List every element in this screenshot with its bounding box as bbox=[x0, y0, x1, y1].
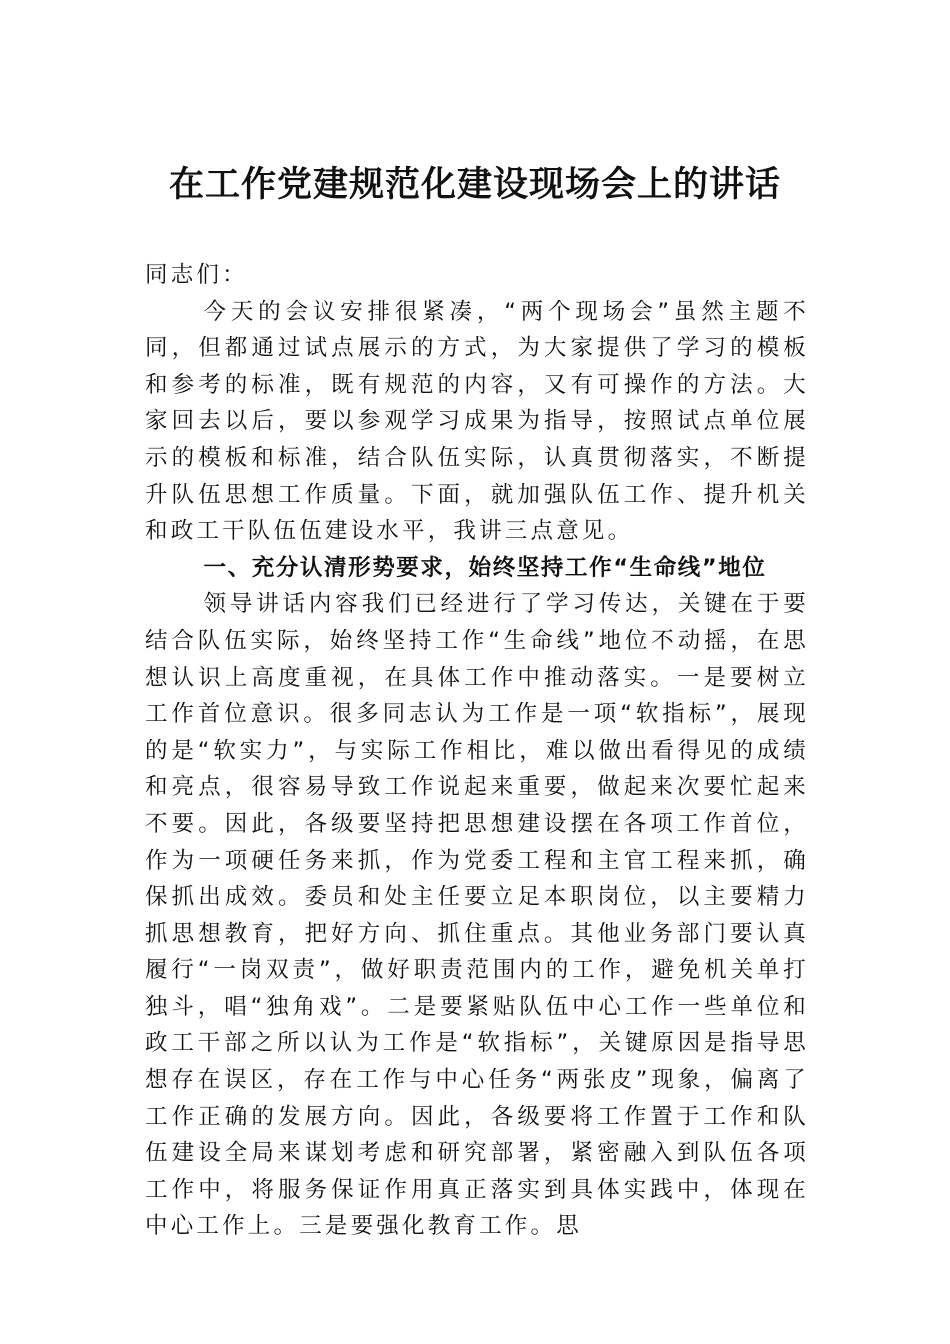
section-paragraph: 领导讲话内容我们已经进行了学习传达，关键在于要结合队伍实际，始终坚持工作“生命线”地位不动摇，在思想认识上高度重视，在具体工作中推动落实。一是要树立工作首位意识。很多同志认为工作是一项“软指标”，展现的是“软实力”，与实际工作相比，难以做出看得见的成绩和亮点，很容易导致工作说起来重要，做起来次要忙起来不要。因此，各级要坚持把思想建设摆在各项工作首位，作为一项硬任务来抓，作为党委工程和主官工程来抓，确保抓出成效。委员和处主任要立足本职岗位，以主要精力抓思想教育，把好方向、抓住重点。其他业务部门要认真履行“一岗双责”，做好职责范围内的工作，避免机关单打独斗，唱“独角戏”。二是要紧贴队伍中心工作一些单位和政工干部之所以认为工作是“软指标”，关键原因是指导思想存在误区，存在工作与中心任务“两张皮”现象，偏离了工作正确的发展方向。因此，各级要将工作置于工作和队伍建设全局来谋划考虑和研究部署，紧密融入到队伍各项工作中，将服务保证作用真正落实到具体实践中，体现在中心工作上。三是要强化教育工作。思 bbox=[145, 591, 809, 1240]
salutation: 同志们： bbox=[145, 262, 248, 288]
document-body bbox=[145, 257, 809, 1245]
intro-paragraph: 今天的会议安排很紧凑，“两个现场会”虽然主题不同，但都通过试点展示的方式，为大家提供了学习的模板和参考的标准，既有规范的内容，又有可操作的方法。大家回去以后，要以参观学习成果为指导，按照试点单位展示的模板和标准，结合队伍实际，认真贯彻落实，不断提升队伍思想工作质量。下面，就加强队伍工作、提升机关和政工干队伍伍建设水平，我讲三点意见。 bbox=[145, 298, 809, 545]
document-title: 在工作党建规范化建设现场会上的讲话 bbox=[168, 164, 781, 205]
section-heading: 一、充分认清形势要求，始终坚持工作“生命线”地位 bbox=[203, 554, 767, 581]
